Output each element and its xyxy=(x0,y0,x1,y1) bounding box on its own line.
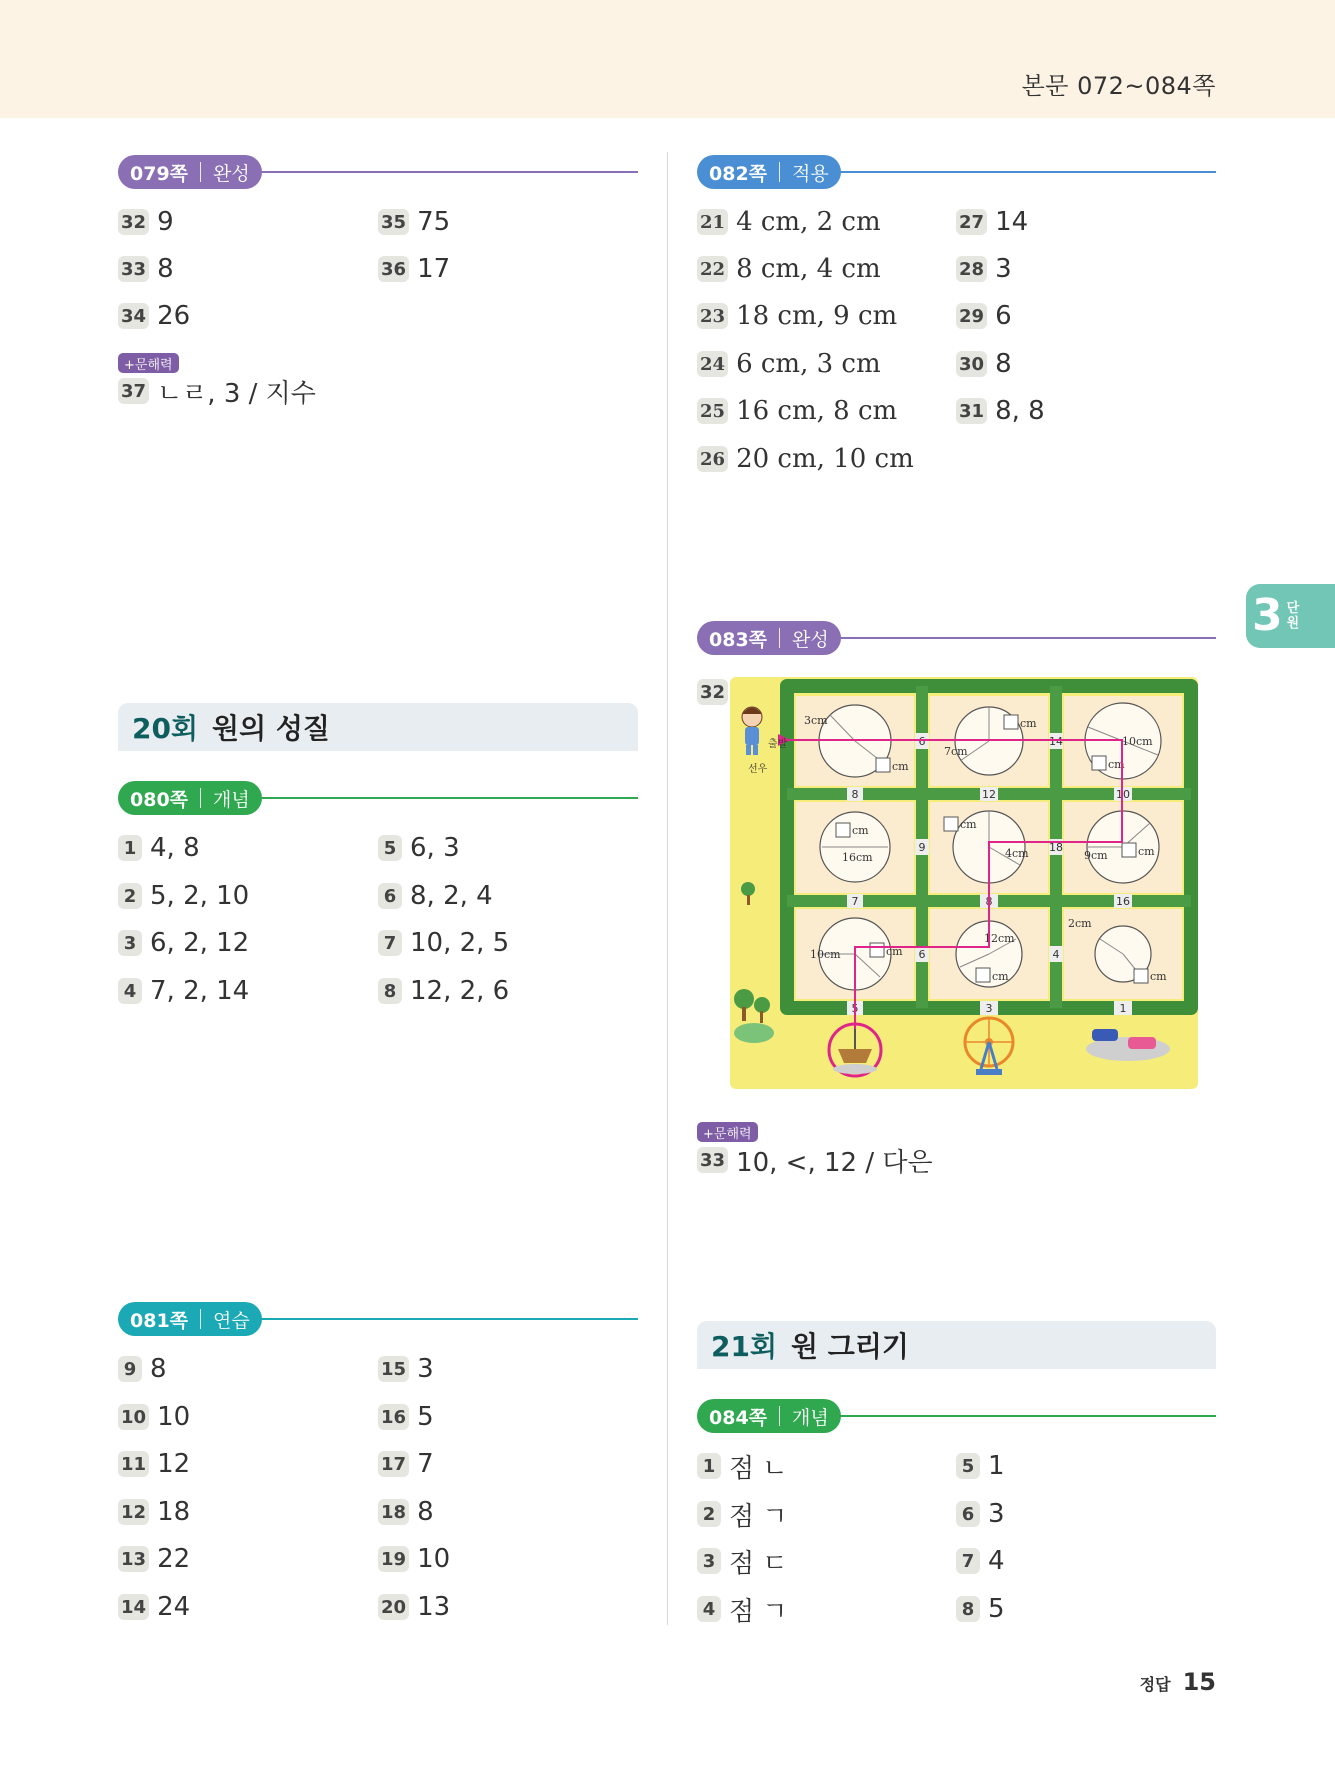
gate-label: 7 xyxy=(851,895,859,908)
answer-item xyxy=(956,251,1012,287)
answer-value: 8, 2, 4 xyxy=(410,881,493,911)
gate-label: 6 xyxy=(918,948,926,961)
gate-label: 16 xyxy=(1116,895,1130,908)
answer-item xyxy=(378,1494,434,1530)
answer-value: 14 xyxy=(995,207,1029,237)
answer-number: 3 xyxy=(697,1548,721,1574)
answer-number: 33 xyxy=(118,256,149,282)
answer-item xyxy=(118,1541,190,1577)
section-083-rule xyxy=(835,637,1216,639)
answer-number: 30 xyxy=(956,351,987,377)
answer-value: 10 xyxy=(157,1402,191,1432)
answer-number: 16 xyxy=(378,1404,409,1430)
answer-number: 3 xyxy=(118,930,142,956)
answer-item xyxy=(697,251,881,287)
footer-label: 정답 xyxy=(1139,1675,1171,1694)
answer-number: 26 xyxy=(697,446,728,472)
answer-item xyxy=(378,1446,434,1482)
section-084-pill xyxy=(697,1399,841,1433)
answer-item xyxy=(956,346,1012,382)
answer-number: 13 xyxy=(118,1546,149,1572)
answer-item xyxy=(378,1351,434,1387)
lesson-number: 21회 xyxy=(711,1330,778,1363)
answer-number: 22 xyxy=(697,256,728,282)
measure-label: 3cm xyxy=(804,714,828,727)
answer-item xyxy=(118,1446,190,1482)
answer-item xyxy=(697,298,897,334)
measure-label: cm xyxy=(886,945,903,958)
section-page: 082쪽 xyxy=(709,162,768,185)
answer-value: 6 xyxy=(995,301,1012,331)
answer-item xyxy=(956,1543,1005,1579)
answer-item xyxy=(118,973,249,1009)
answer-number: 5 xyxy=(956,1453,980,1479)
page-footer xyxy=(1140,1668,1216,1696)
answer-item xyxy=(697,441,914,477)
answer-item xyxy=(956,1496,1005,1532)
answer-value: 8 xyxy=(417,1497,434,1527)
gate-label: 8 xyxy=(985,895,993,908)
answer-value: 3 xyxy=(417,1354,434,1384)
answer-value: 26 xyxy=(157,301,191,331)
pill-separator xyxy=(779,1406,780,1426)
section-079-pill xyxy=(118,155,262,189)
answer-number: 32 xyxy=(118,209,149,235)
section-kind: 개념 xyxy=(213,788,250,811)
section-page: 080쪽 xyxy=(130,788,189,811)
answer-item xyxy=(697,1543,788,1579)
answer-value: 20 cm, 10 cm xyxy=(736,444,914,474)
answer-item xyxy=(118,925,249,961)
answer-item xyxy=(697,1448,788,1484)
column-divider xyxy=(667,152,668,1625)
answer-number: 15 xyxy=(378,1356,409,1382)
section-kind: 적용 xyxy=(792,162,829,185)
measure-label: cm xyxy=(852,824,869,837)
gate-label: 9 xyxy=(918,841,926,854)
literacy-tag: +문해력 xyxy=(697,1122,758,1142)
answer-value: 16 cm, 8 cm xyxy=(736,396,898,426)
answer-value: 점 ㄱ xyxy=(729,1501,788,1532)
answer-number: 37 xyxy=(118,378,149,404)
answer-item xyxy=(378,204,450,240)
answer-item xyxy=(118,830,200,866)
measure-label: cm xyxy=(960,818,977,831)
measure-label: cm xyxy=(1020,717,1037,730)
gate-label: 10 xyxy=(1116,788,1130,801)
answer-number: 7 xyxy=(378,930,402,956)
section-080-rule xyxy=(255,797,638,799)
measure-label: cm xyxy=(992,970,1009,983)
answer-value: 12 xyxy=(157,1449,191,1479)
answer-value: 18 xyxy=(157,1497,191,1527)
gate-label: 6 xyxy=(918,735,926,748)
answer-value: 점 ㄷ xyxy=(729,1548,788,1579)
section-081-rule xyxy=(255,1318,638,1320)
section-084-rule xyxy=(835,1415,1216,1417)
section-081-pill xyxy=(118,1302,262,1336)
section-082-pill xyxy=(697,155,841,189)
section-083-pill xyxy=(697,621,841,655)
answer-item xyxy=(118,251,174,287)
answer-value: 6, 2, 12 xyxy=(150,928,250,958)
answer-number: 27 xyxy=(956,209,987,235)
answer-number: 4 xyxy=(697,1596,721,1622)
answer-item xyxy=(697,204,881,240)
answer-item xyxy=(378,830,460,866)
answer-value: 8 xyxy=(150,1354,167,1384)
answer-value: 9 xyxy=(157,207,174,237)
unit-label-char: 원 xyxy=(1286,616,1300,631)
answer-value: 75 xyxy=(417,207,451,237)
answer-value: 5, 2, 10 xyxy=(150,881,250,911)
answer-number: 33 xyxy=(697,1147,728,1173)
unit-number: 3 xyxy=(1252,590,1283,641)
section-page: 084쪽 xyxy=(709,1406,768,1429)
answer-item xyxy=(697,1142,933,1178)
start-label: 출발 xyxy=(768,739,788,750)
section-page: 079쪽 xyxy=(130,162,189,185)
gate-label: 8 xyxy=(851,788,859,801)
measure-label: 2cm xyxy=(1068,917,1092,930)
answer-number: 8 xyxy=(956,1596,980,1622)
answer-item xyxy=(378,1541,450,1577)
answer-number: 2 xyxy=(697,1501,721,1527)
answer-value: 4, 8 xyxy=(150,833,200,863)
answer-item xyxy=(378,251,450,287)
answer-number: 5 xyxy=(378,835,402,861)
answer-value: 17 xyxy=(417,254,451,284)
answer-item xyxy=(118,1494,190,1530)
gate-label: 3 xyxy=(985,1002,993,1015)
answer-number: 12 xyxy=(118,1499,149,1525)
answer-number: 7 xyxy=(956,1548,980,1574)
lesson-title: 원의 성질 xyxy=(212,712,330,745)
pill-separator xyxy=(779,628,780,648)
answer-number: 31 xyxy=(956,398,987,424)
answer-number: 34 xyxy=(118,303,149,329)
lesson-21-heading xyxy=(697,1321,1216,1369)
gate-label: 1 xyxy=(1119,1002,1127,1015)
answer-item xyxy=(956,1591,1005,1627)
measure-label: 9cm xyxy=(1084,849,1108,862)
measure-label: 16cm xyxy=(842,851,873,864)
literacy-tag: +문해력 xyxy=(118,353,179,373)
answer-number: 36 xyxy=(378,256,409,282)
page-range: 본문 072~084쪽 xyxy=(1021,72,1216,100)
answer-value: 8, 8 xyxy=(995,396,1045,426)
answer-number: 14 xyxy=(118,1594,149,1620)
answer-number: 9 xyxy=(118,1356,142,1382)
lesson-20-heading xyxy=(118,703,638,751)
measure-label: 4cm xyxy=(1005,847,1029,860)
lesson-title: 원 그리기 xyxy=(791,1330,909,1363)
answer-number: 11 xyxy=(118,1451,149,1477)
answer-value: 8 cm, 4 cm xyxy=(736,254,881,284)
measure-label: cm xyxy=(1150,970,1167,983)
section-080-pill xyxy=(118,781,262,815)
answer-item xyxy=(378,1399,434,1435)
answer-value: 5 xyxy=(417,1402,434,1432)
answer-number: 1 xyxy=(118,835,142,861)
section-page: 081쪽 xyxy=(130,1309,189,1332)
answer-value: 18 cm, 9 cm xyxy=(736,301,898,331)
measure-label: cm xyxy=(892,760,909,773)
measure-label: 10cm xyxy=(1122,735,1153,748)
answer-value: 12, 2, 6 xyxy=(410,976,510,1006)
gate-label: 14 xyxy=(1049,735,1063,748)
answer-item xyxy=(697,346,881,382)
answer-item xyxy=(956,204,1028,240)
kid-name-label: 선우 xyxy=(748,764,768,775)
answer-number: 6 xyxy=(956,1501,980,1527)
answer-item xyxy=(956,393,1045,429)
answer-number: 28 xyxy=(956,256,987,282)
answer-item xyxy=(956,1448,1005,1484)
answer-value: 1 xyxy=(988,1451,1005,1481)
measure-label: cm xyxy=(1108,758,1125,771)
section-082-rule xyxy=(835,171,1216,173)
answer-value: 3 xyxy=(995,254,1012,284)
answer-value: 4 xyxy=(988,1546,1005,1576)
unit-label xyxy=(1287,601,1300,631)
answer-item xyxy=(378,878,493,914)
pill-separator xyxy=(779,162,780,182)
section-079-rule xyxy=(255,171,638,173)
answer-number: 17 xyxy=(378,1451,409,1477)
answer-number: 1 xyxy=(697,1453,721,1479)
answer-item xyxy=(378,1589,450,1625)
answer-item xyxy=(697,1591,788,1627)
measure-label: 10cm xyxy=(810,948,841,961)
answer-item xyxy=(697,393,897,429)
answer-value: 8 xyxy=(995,349,1012,379)
answer-value: 10, <, 12 / 다은 xyxy=(736,1147,933,1178)
unit-3-tab[interactable] xyxy=(1246,584,1335,648)
answer-value: 10 xyxy=(417,1544,451,1574)
answer-item xyxy=(697,1496,788,1532)
maze-illustration xyxy=(730,677,1198,1089)
answer-value: 8 xyxy=(157,254,174,284)
answer-number: 20 xyxy=(378,1594,409,1620)
section-kind: 개념 xyxy=(792,1406,829,1429)
page-number: 15 xyxy=(1182,1668,1216,1696)
answer-number: 10 xyxy=(118,1404,149,1430)
answer-value: 7 xyxy=(417,1449,434,1479)
section-kind: 완성 xyxy=(213,162,250,185)
answer-item xyxy=(118,204,174,240)
answer-value: 6 cm, 3 cm xyxy=(736,349,881,379)
section-kind: 완성 xyxy=(792,628,829,651)
answer-number: 19 xyxy=(378,1546,409,1572)
answer-number: 35 xyxy=(378,209,409,235)
pill-separator xyxy=(200,788,201,808)
pill-separator xyxy=(200,1309,201,1329)
gate-label: 5 xyxy=(851,1002,859,1015)
answer-item xyxy=(118,373,316,409)
section-page: 083쪽 xyxy=(709,628,768,651)
answer-value: 13 xyxy=(417,1592,451,1622)
answer-item xyxy=(118,1399,190,1435)
answer-number: 4 xyxy=(118,978,142,1004)
answer-number: 18 xyxy=(378,1499,409,1525)
pill-separator xyxy=(200,162,201,182)
answer-value: 점 ㄱ xyxy=(729,1596,788,1627)
answer-value: 22 xyxy=(157,1544,191,1574)
answer-number: 2 xyxy=(118,883,142,909)
answer-value: 7, 2, 14 xyxy=(150,976,250,1006)
answer-value: ㄴㄹ, 3 / 지수 xyxy=(157,378,316,409)
answer-number: 21 xyxy=(697,209,728,235)
section-kind: 연습 xyxy=(213,1309,250,1332)
answer-number: 8 xyxy=(378,978,402,1004)
answer-item xyxy=(118,1351,167,1387)
answer-number: 25 xyxy=(697,398,728,424)
answer-number: 29 xyxy=(956,303,987,329)
answer-item xyxy=(118,1589,190,1625)
answer-item xyxy=(378,925,509,961)
measure-label: cm xyxy=(1138,845,1155,858)
answer-value: 24 xyxy=(157,1592,191,1622)
answer-value: 3 xyxy=(988,1499,1005,1529)
answer-item xyxy=(956,298,1012,334)
answer-value: 10, 2, 5 xyxy=(410,928,510,958)
gate-label: 4 xyxy=(1052,948,1060,961)
unit-label-char: 단 xyxy=(1286,601,1300,616)
answer-value: 5 xyxy=(988,1594,1005,1624)
answer-value: 점 ㄴ xyxy=(729,1453,788,1484)
answer-number: 6 xyxy=(378,883,402,909)
measure-label: 12cm xyxy=(984,932,1015,945)
answer-number: 23 xyxy=(697,303,728,329)
answer-item xyxy=(378,973,509,1009)
answer-number: 32 xyxy=(697,679,728,705)
gate-label: 18 xyxy=(1049,841,1063,854)
measure-label: 7cm xyxy=(944,745,968,758)
lesson-number: 20회 xyxy=(132,712,199,745)
answer-item xyxy=(118,878,249,914)
gate-label: 12 xyxy=(982,788,996,801)
answer-item xyxy=(118,298,190,334)
answer-number: 24 xyxy=(697,351,728,377)
answer-value: 4 cm, 2 cm xyxy=(736,207,881,237)
answer-value: 6, 3 xyxy=(410,833,460,863)
